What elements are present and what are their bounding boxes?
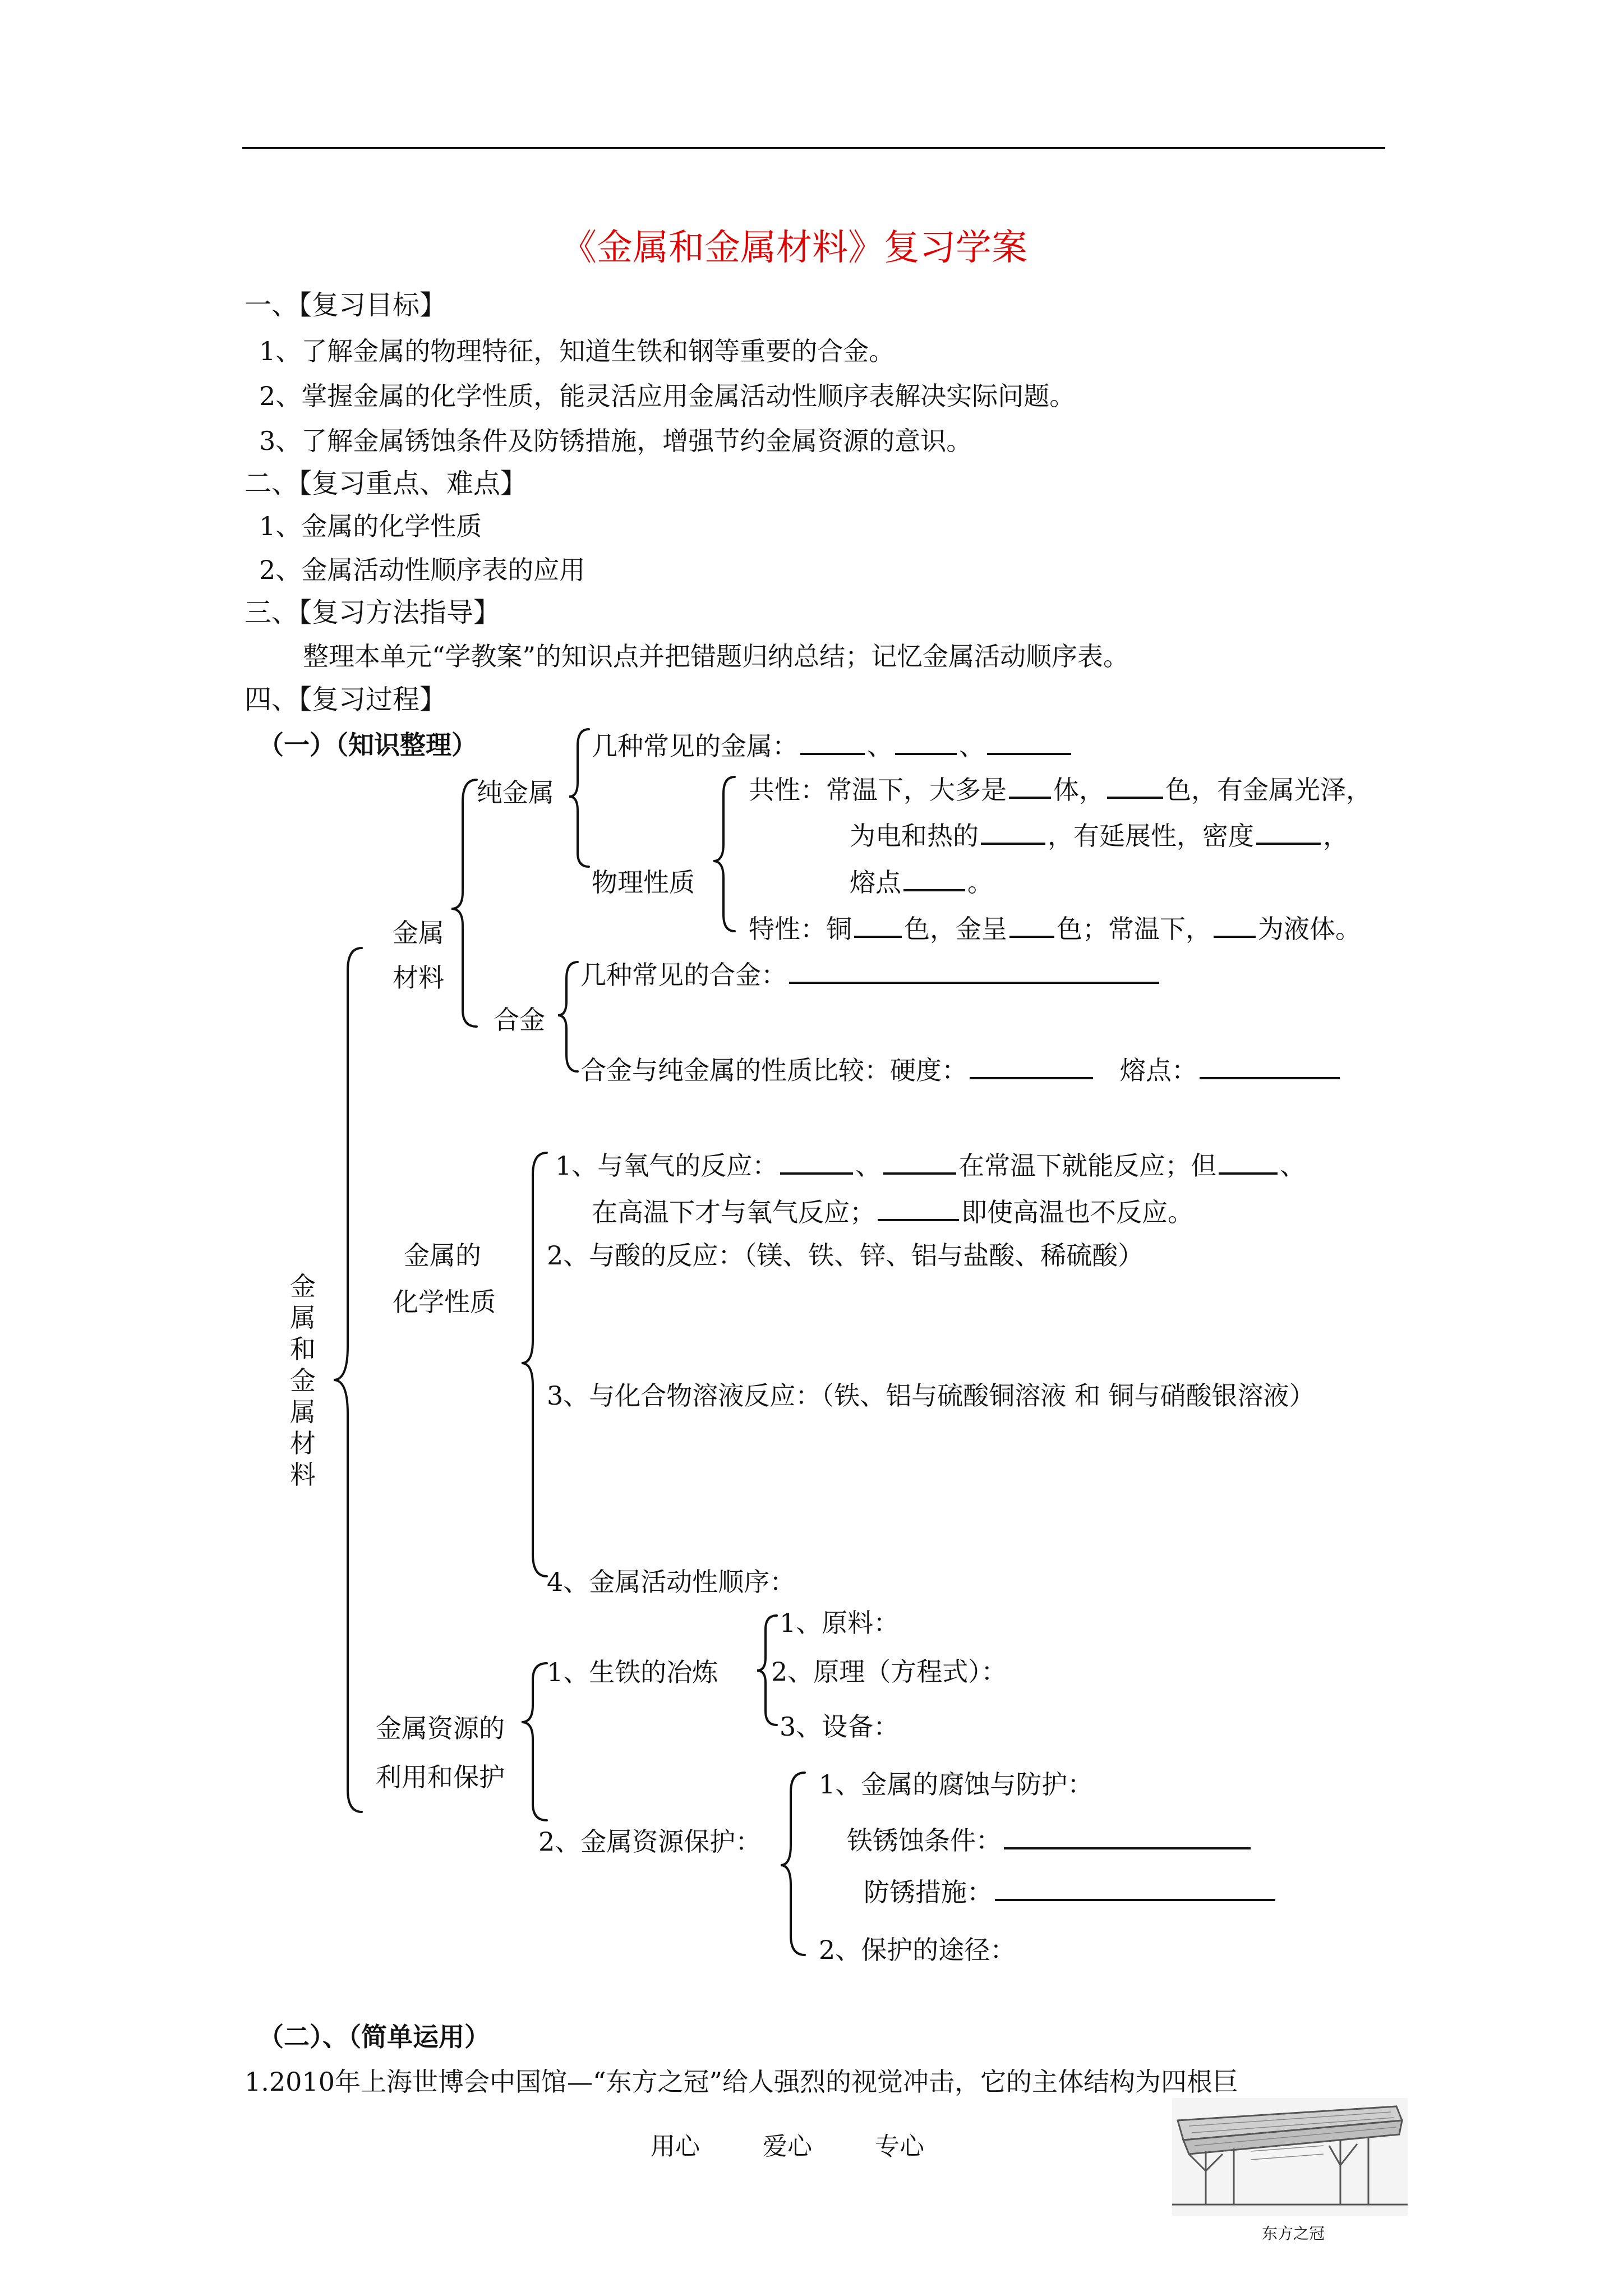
common-alloys-line	[580, 959, 1161, 991]
special-text-c: 色；常温下，	[1057, 914, 1211, 944]
protection-brace	[781, 1773, 805, 1955]
footer-text-2: 爱心	[763, 2132, 812, 2161]
corrosion-label: 1、金属的腐蚀与防护：	[819, 1769, 1094, 1800]
alloy-label: 合金	[494, 1005, 545, 1035]
protect-ways: 2、保护的途径：	[819, 1935, 1016, 1965]
oxygen-text-a: 1、与氧气的反应：	[555, 1151, 778, 1181]
chem-label-1: 金属的	[404, 1240, 481, 1271]
resource-label-1: 金属资源的	[376, 1713, 505, 1743]
special-text-b: 色，金呈	[904, 914, 1007, 944]
oxygen-line1: 1、与氧气的反应： 、 在常温下就能反应；但 、	[555, 1151, 1306, 1181]
smelting-equipment: 3、设备：	[780, 1711, 900, 1742]
iron-smelting-label: 1、生铁的冶炼	[547, 1657, 718, 1687]
section2-heading: 二、【复习重点、难点】	[245, 468, 528, 499]
physical-label: 物理性质	[592, 867, 695, 898]
chem-brace	[522, 1153, 547, 1576]
alloy-compare-text-a: 合金与纯金属的性质比较：硬度：	[580, 1055, 967, 1085]
special-text-a: 特性：铜	[749, 914, 852, 944]
page-title: 《金属和金属材料》复习学案	[561, 227, 1027, 269]
rust-prevent-text: 防锈措施：	[864, 1877, 993, 1907]
rust-prevent-line	[864, 1876, 1278, 1908]
resource-brace	[522, 1663, 547, 1820]
oxygen-text-c: 在高温下才与氧气反应；	[592, 1197, 875, 1227]
image-caption: 东方之冠	[1262, 2224, 1325, 2243]
acid-reaction: 2、与酸的反应：（镁、铁、锌、铝与盐酸、稀硫酸）	[547, 1240, 1144, 1271]
chem-label-2: 化学性质	[393, 1287, 496, 1317]
pure-metal-brace	[569, 729, 589, 867]
key-item-1: 1、金属的化学性质	[259, 511, 482, 541]
common-prop-text-a: 共性：常温下，大多是	[749, 775, 1007, 805]
melting-point-text: 熔点	[850, 867, 901, 898]
smelting-raw: 1、原料：	[780, 1608, 900, 1638]
footer-text-1: 用心	[651, 2132, 700, 2161]
common-metals-text: 几种常见的金属：	[592, 731, 798, 761]
key-item-2: 2、金属活动性顺序表的应用	[259, 555, 585, 585]
common-prop2-text-c: ，	[1323, 821, 1349, 851]
part1-heading: （一）（知识整理）	[258, 730, 477, 760]
method-text: 整理本单元“学教案”的知识点并把错题归纳总结；记忆金属活动顺序表。	[303, 641, 1129, 671]
common-prop-line2	[850, 820, 1349, 852]
section4-heading: 四、【复习过程】	[245, 684, 447, 715]
alloy-compare-line	[580, 1055, 1342, 1086]
alloy-brace	[558, 962, 578, 1071]
common-prop2-text-a: 为电和热的	[850, 821, 979, 851]
part2-heading: （二）、（简单运用）	[258, 2022, 490, 2052]
section1-heading: 一、【复习目标】	[245, 289, 447, 321]
special-prop-line	[749, 913, 1361, 945]
common-prop-text-b: 体，	[1053, 775, 1105, 805]
oxygen-text-b: 在常温下就能反应；但	[958, 1151, 1217, 1181]
material-brace	[451, 780, 477, 1027]
physical-brace	[713, 777, 735, 931]
alloy-compare-text-b: 熔点：	[1119, 1055, 1197, 1085]
metal-material-label-1: 金属	[393, 918, 444, 948]
smelting-principle: 2、原理（方程式）：	[771, 1657, 1007, 1687]
activity-series: 4、金属活动性顺序：	[547, 1567, 796, 1597]
china-pavilion-image	[1172, 2098, 1408, 2216]
pure-metal-label: 纯金属	[477, 777, 554, 808]
goal-item-2: 2、掌握金属的化学性质，能灵活应用金属活动性顺序表解决实际问题。	[259, 381, 1076, 411]
common-prop-line1	[749, 774, 1372, 806]
tree-root-label: 金属和金属材料	[290, 1271, 316, 1490]
root-brace	[334, 948, 362, 1812]
footer-text-3: 专心	[875, 2132, 924, 2161]
metal-material-label-2: 材料	[393, 963, 444, 993]
rust-condition-text: 铁锈蚀条件：	[847, 1825, 1002, 1856]
question-1: 1.2010年上海世博会中国馆—“东方之冠”给人强烈的视觉冲击，它的主体结构为四根巨	[245, 2067, 1238, 2097]
common-prop2-text-b: ，有延展性，密度	[1048, 821, 1254, 851]
section3-heading: 三、【复习方法指导】	[245, 597, 501, 628]
common-prop-text-c: 色，有金属光泽，	[1165, 775, 1372, 805]
common-prop-line3: 熔点 。	[850, 867, 993, 898]
goal-item-1: 1、了解金属的物理特征，知道生铁和钢等重要的合金。	[259, 336, 895, 366]
common-alloys-text: 几种常见的合金：	[580, 960, 787, 990]
common-metals-line: 几种常见的金属： 、 、	[592, 730, 1073, 762]
special-text-d: 为液体。	[1258, 914, 1361, 944]
resource-label-2: 利用和保护	[376, 1762, 505, 1792]
oxygen-line2	[592, 1197, 1193, 1228]
oxygen-text-d: 即使高温也不反应。	[961, 1197, 1193, 1227]
goal-item-3: 3、了解金属锈蚀条件及防锈措施，增强节约金属资源的意识。	[259, 426, 972, 456]
rust-condition-line	[847, 1825, 1253, 1856]
salt-reaction: 3、与化合物溶液反应：（铁、铝与硫酸铜溶液 和 铜与硝酸银溶液）	[547, 1381, 1315, 1411]
resource-protect-label: 2、金属资源保护：	[538, 1826, 762, 1857]
